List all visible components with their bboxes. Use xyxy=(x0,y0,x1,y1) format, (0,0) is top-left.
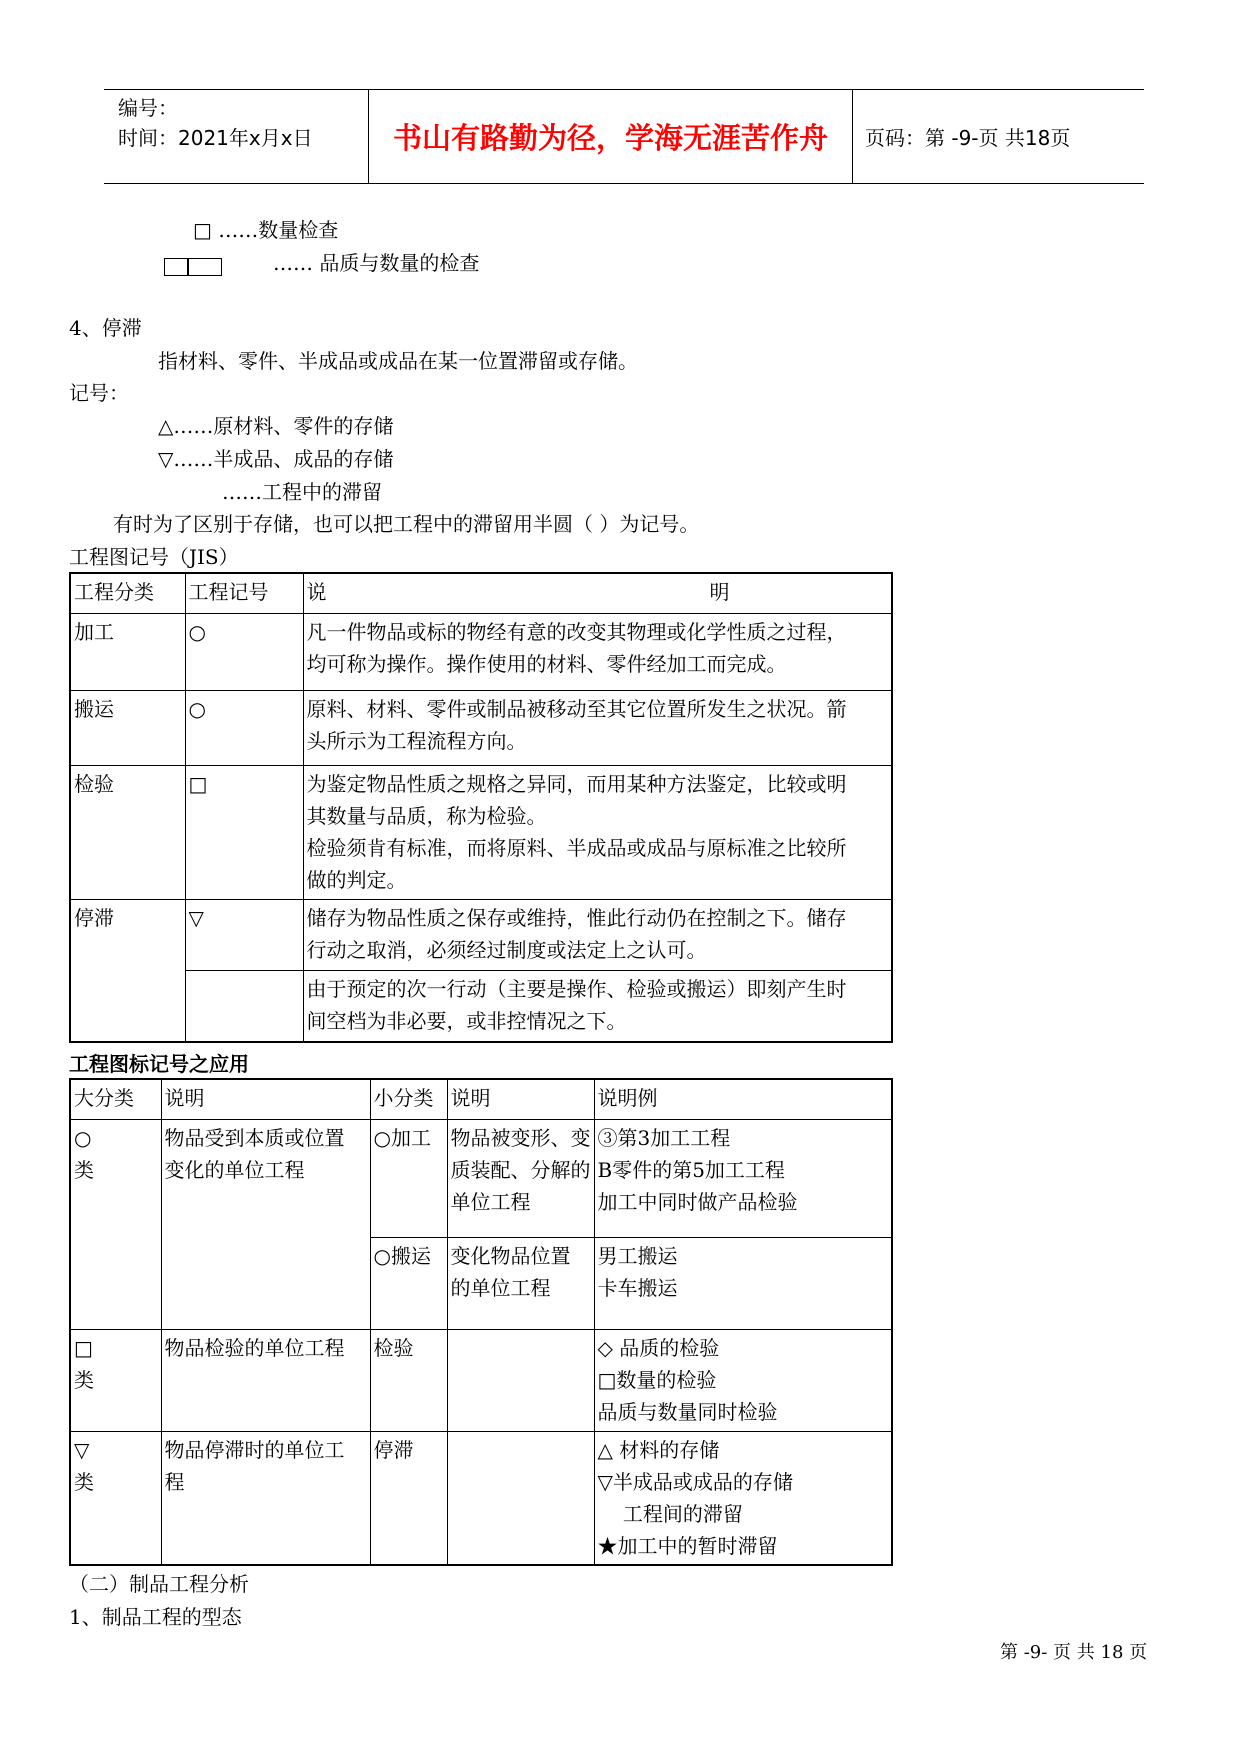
header-motto: 书山有路勤为径，学海无涯苦作舟 xyxy=(369,90,853,183)
row-symbol: ○ xyxy=(185,613,303,690)
header-left xyxy=(104,90,369,183)
product-analysis-heading: （二）制品工程分析 xyxy=(69,1572,249,1596)
symbol-application-table xyxy=(69,1078,893,1566)
desc-line: 检验须肯有标准，而将原料、半成品或成品与原标准之比较所 xyxy=(306,835,847,860)
minor-category: ○搬运 xyxy=(370,1237,447,1329)
example-line: B零件的第5加工工程 xyxy=(597,1157,785,1182)
row-description xyxy=(303,690,892,765)
examples xyxy=(594,1237,892,1329)
row-category: 检验 xyxy=(70,765,185,899)
desc-line: 质装配、分解的 xyxy=(450,1157,591,1182)
desc-line: 凡一件物品或标的物经有意的改变其物理或化学性质之过程， xyxy=(306,619,847,644)
major-suffix: 类 xyxy=(74,1469,94,1494)
product-form-heading: 1、制品工程的型态 xyxy=(69,1605,242,1629)
example-line: □数量的检验 xyxy=(597,1367,717,1392)
example-line: ▽半成品或成品的存储 xyxy=(597,1469,793,1494)
major-suffix: 类 xyxy=(74,1367,94,1392)
row-description xyxy=(303,613,892,690)
example-line: ③第3加工工程 xyxy=(597,1125,731,1150)
jis-table-title: 工程图记号（JIS） xyxy=(69,545,239,569)
minor-description xyxy=(447,1431,594,1565)
table2-title: 工程图标记号之应用 xyxy=(69,1052,249,1076)
major-category xyxy=(70,1329,161,1431)
row-category: 停滞 xyxy=(70,899,185,1042)
row-symbol: ▽ xyxy=(185,899,303,970)
header-minor-desc: 说明 xyxy=(447,1079,594,1119)
table-row xyxy=(70,1329,892,1431)
minor-description xyxy=(447,1119,594,1237)
table-row xyxy=(70,970,892,1042)
header-description xyxy=(303,573,892,613)
header-desc: 说明 xyxy=(161,1079,370,1119)
half-circle-note: 有时为了区别于存储，也可以把工程中的滞留用半圆（ ）为记号。 xyxy=(113,512,700,536)
desc-line: 间空档为非必要，或非控情况之下。 xyxy=(306,1008,627,1033)
desc-line: 物品受到本质或位置 xyxy=(164,1125,345,1150)
major-symbol: ○ xyxy=(74,1125,92,1150)
page-header xyxy=(104,89,1144,184)
table-row xyxy=(70,613,892,690)
minor-category: 检验 xyxy=(370,1329,447,1431)
minor-description xyxy=(447,1237,594,1329)
major-description xyxy=(161,1431,370,1565)
desc-line: 的单位工程 xyxy=(450,1275,551,1300)
major-category xyxy=(70,1119,161,1329)
desc-line: 变化的单位工程 xyxy=(164,1157,305,1182)
section-4-description: 指材料、零件、半成品或成品在某一位置滞留或存储。 xyxy=(158,349,638,373)
check-quality-quantity-line: …… 品质与数量的检查 xyxy=(273,251,480,275)
desc-line: 其数量与品质，称为检验。 xyxy=(306,803,547,828)
minor-description xyxy=(447,1329,594,1431)
table-row xyxy=(70,690,892,765)
header-symbol: 工程记号 xyxy=(185,573,303,613)
check-quantity-line: □ ……数量检查 xyxy=(193,218,339,242)
minor-category: 停滞 xyxy=(370,1431,447,1565)
header-minor: 小分类 xyxy=(370,1079,447,1119)
row-category: 搬运 xyxy=(70,690,185,765)
desc-line: 为鉴定物品性质之规格之异同，而用某种方法鉴定，比较或明 xyxy=(306,771,847,796)
symbol-semi-finished: ▽……半成品、成品的存储 xyxy=(158,447,394,471)
double-box-icon xyxy=(164,258,222,276)
example-line: 卡车搬运 xyxy=(597,1275,678,1300)
symbol-label: 记号： xyxy=(69,381,129,405)
row-description xyxy=(303,899,892,970)
header-major: 大分类 xyxy=(70,1079,161,1119)
example-line: △ 材料的存储 xyxy=(597,1437,720,1462)
minor-category: ○加工 xyxy=(370,1119,447,1237)
time-label: 时间：2021年x月x日 xyxy=(118,126,313,150)
row-symbol xyxy=(185,970,303,1042)
examples xyxy=(594,1431,892,1565)
major-symbol: ▽ xyxy=(74,1437,90,1462)
table-row xyxy=(70,899,892,970)
page-footer: 第 -9- 页 共 18 页 xyxy=(1000,1642,1148,1663)
desc-line: 由于预定的次一行动（主要是操作、检验或搬运）即刻产生时 xyxy=(306,976,847,1001)
row-description xyxy=(303,765,892,899)
desc-line: 变化物品位置 xyxy=(450,1243,571,1268)
major-description xyxy=(161,1329,370,1431)
header-category: 工程分类 xyxy=(70,573,185,613)
desc-line: 单位工程 xyxy=(450,1189,531,1214)
desc-line: 物品停滞时的单位工 xyxy=(164,1437,345,1462)
table-row xyxy=(70,1119,892,1237)
examples xyxy=(594,1119,892,1237)
desc-line: 物品检验的单位工程 xyxy=(164,1335,345,1360)
examples xyxy=(594,1329,892,1431)
example-line: 工程间的滞留 xyxy=(597,1501,743,1526)
major-suffix: 类 xyxy=(74,1157,94,1182)
example-line: 男工搬运 xyxy=(597,1243,678,1268)
row-symbol: □ xyxy=(185,765,303,899)
desc-line: 头所示为工程流程方向。 xyxy=(306,728,527,753)
symbol-raw-material: △……原材料、零件的存储 xyxy=(158,414,394,438)
row-description xyxy=(303,970,892,1042)
header-desc-2: 明 xyxy=(709,580,730,604)
jis-symbol-table xyxy=(69,572,893,1043)
desc-line: 程 xyxy=(164,1469,185,1494)
table-row xyxy=(70,765,892,899)
example-line: 加工中同时做产品检验 xyxy=(597,1189,798,1214)
major-category xyxy=(70,1431,161,1565)
desc-line: 均可称为操作。操作使用的材料、零件经加工而完成。 xyxy=(306,651,787,676)
example-line: 品质与数量同时检验 xyxy=(597,1399,778,1424)
example-line: ★加工中的暂时滞留 xyxy=(597,1533,778,1558)
section-4-heading: 4、停滞 xyxy=(69,316,142,340)
desc-line: 物品被变形、变 xyxy=(450,1125,591,1150)
desc-line: 做的判定。 xyxy=(306,867,407,892)
major-symbol: □ xyxy=(74,1335,93,1360)
desc-line: 储存为物品性质之保存或维持，惟此行动仍在控制之下。储存 xyxy=(306,905,847,930)
header-desc-1: 说 xyxy=(306,580,327,604)
number-label: 编号： xyxy=(118,96,178,120)
table-row xyxy=(70,1431,892,1565)
row-category: 加工 xyxy=(70,613,185,690)
header-examples: 说明例 xyxy=(594,1079,892,1119)
major-description xyxy=(161,1119,370,1329)
desc-line: 行动之取消，必须经过制度或法定上之认可。 xyxy=(306,937,707,962)
desc-line: 原料、材料、零件或制品被移动至其它位置所发生之状况。箭 xyxy=(306,696,847,721)
example-line: ◇ 品质的检验 xyxy=(597,1335,720,1360)
symbol-in-process: ……工程中的滞留 xyxy=(222,480,382,504)
header-page-label: 页码：第 -9-页 共18页 xyxy=(865,126,1071,150)
row-symbol: ○ xyxy=(185,690,303,765)
